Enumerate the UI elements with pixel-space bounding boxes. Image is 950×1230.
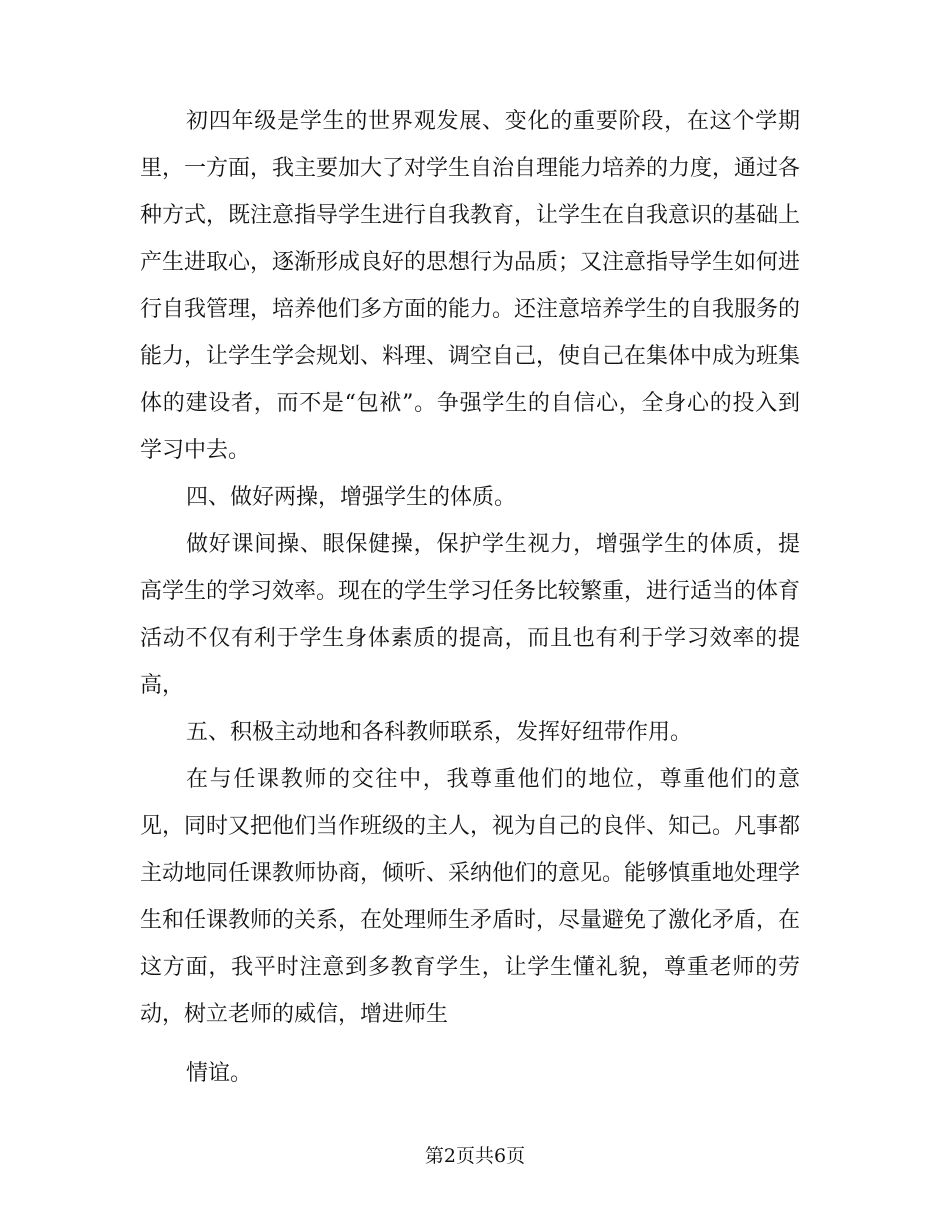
- paragraph-teacher-contact: 在与任课教师的交往中，我尊重他们的地位，尊重他们的意见，同时又把他们当作班级的主人，视为自己的良伴、知己。凡事都主动地同任课教师协商，倾听、采纳他们的意见。能够慎重地处理学生和任课教师的关系，在处理师生矛盾时，尽量避免了激化矛盾，在这方面，我平时注意到多教育学生，让学生懂礼貌，尊重老师的劳动，树立老师的威信，增进师生: [140, 767, 801, 1027]
- page-number-footer: 第2页共6页: [424, 1145, 526, 1167]
- paragraph-exercises: 做好课间操、眼保健操，保护学生视力，增强学生的体质，提高学生的学习效率。现在的学生学习任务比较繁重，进行适当的体育活动不仅有利于学生身体素质的提高，而且也有利于学习效率的提高，: [140, 532, 801, 698]
- paragraph-continuation: 情谊。: [186, 1061, 253, 1086]
- section-heading-teacher-contact: 五、积极主动地和各科教师联系，发挥好纽带作用。: [186, 720, 693, 745]
- paragraph-class-management: 初四年级是学生的世界观发展、变化的重要阶段，在这个学期里，一方面，我主要加大了对学生自治自理能力培养的力度，通过各种方式，既注意指导学生进行自我教育，让学生在自我意识的基础上产生进取心，逐渐形成良好的思想行为品质；又注意指导学生如何进行自我管理，培养他们多方面的能力。还注意培养学生的自我服务的能力，让学生学会规划、料理、调空自己，使自己在集体中成为班集体的建设者，而不是“包袱”。争强学生的自信心，全身心的投入到学习中去。: [140, 109, 801, 463]
- section-heading-exercises: 四、做好两操，增强学生的体质。: [186, 485, 517, 510]
- document-body: [140, 98, 800, 1097]
